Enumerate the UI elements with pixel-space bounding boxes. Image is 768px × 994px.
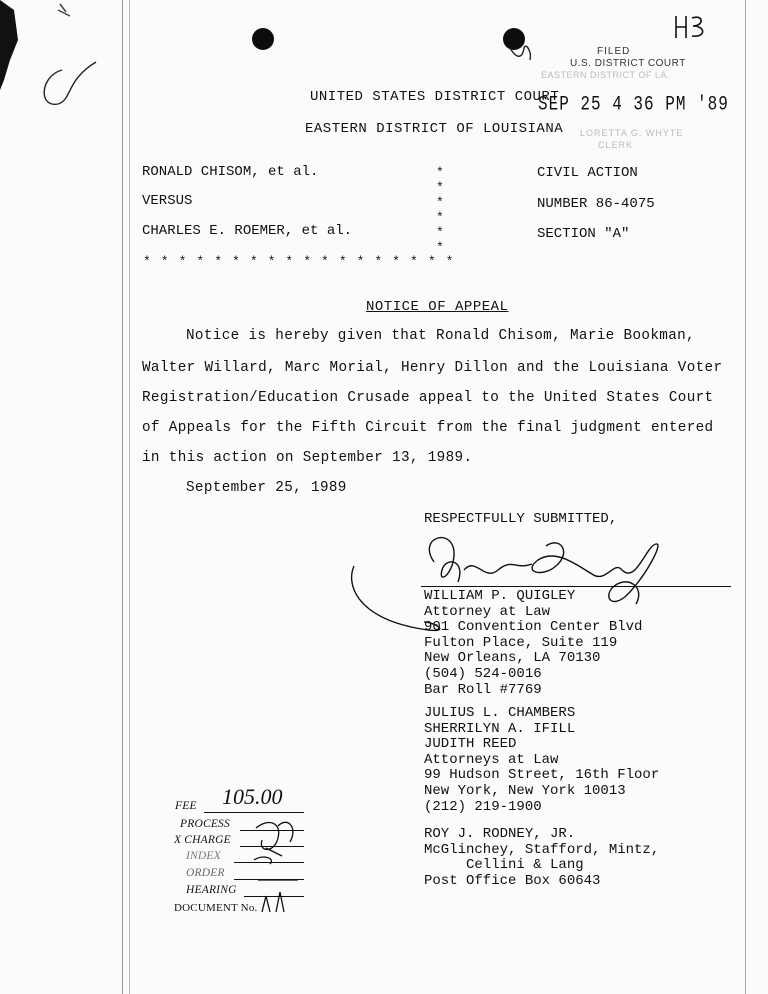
clerk-charge-label: X CHARGE (174, 834, 231, 846)
attorney-block-2 (424, 706, 659, 815)
attorney-address: Post Office Box 60643 (424, 872, 601, 889)
clerk-processing-block (172, 784, 322, 930)
body-line: Registration/Education Crusade appeal to the United States Court (142, 390, 714, 406)
stamp-district: EASTERN DISTRICT OF LA. (541, 70, 670, 80)
attorney-name: SHERRILYN A. IFILL (424, 720, 576, 737)
document-date: September 25, 1989 (186, 480, 347, 496)
attorney-name: JULIUS L. CHAMBERS (424, 705, 576, 721)
body-line: of Appeals for the Fifth Circuit from the final judgment entered (142, 420, 714, 436)
signature-line (421, 586, 731, 587)
attorney-address: 901 Convention Center Blvd (424, 619, 643, 636)
caption-star-row: * * * * * * * * * * * * * * * * * * (143, 254, 455, 269)
clerk-fee-label: FEE (175, 800, 197, 812)
document-title: NOTICE OF APPEAL (366, 299, 509, 315)
caption-plaintiff: RONALD CHISOM, et al. (142, 164, 319, 180)
handwritten-initials (672, 12, 712, 42)
stamp-date-time: SEP 25 4 36 PM '89 (538, 93, 729, 116)
attorney-name: ROY J. RODNEY, JR. (424, 826, 576, 842)
clerk-document-no-label: DOCUMENT No. (174, 902, 258, 914)
clerk-order-label: ORDER (186, 867, 225, 879)
body-line: Walter Willard, Marc Morial, Henry Dillon and the Louisiana Voter (142, 360, 723, 376)
attorney-firm: McGlinchey, Stafford, Mintz, (424, 841, 660, 858)
attorney-block-1 (424, 589, 642, 698)
attorney-address: 99 Hudson Street, 16th Floor (424, 767, 660, 784)
attorney-bar-roll: Bar Roll #7769 (424, 681, 542, 698)
stamp-filed-label: FILED (597, 46, 631, 57)
court-district: EASTERN DISTRICT OF LOUISIANA (305, 121, 564, 137)
caption-star: * (436, 165, 444, 180)
closing-salutation: RESPECTFULLY SUBMITTED, (424, 511, 618, 527)
attorney-title: Attorneys at Law (424, 751, 559, 768)
handwritten-fee-amount: 105.00 (222, 784, 283, 809)
attorney-name: JUDITH REED (424, 736, 517, 753)
handwritten-check-mark (508, 40, 538, 64)
stamp-court-name: U.S. DISTRICT COURT (570, 58, 686, 69)
caption-star: * (436, 240, 444, 255)
attorney-phone: (504) 524-0016 (424, 665, 542, 682)
caption-section: SECTION "A" (537, 226, 630, 242)
caption-case-type: CIVIL ACTION (537, 165, 638, 181)
right-margin-line (745, 0, 746, 994)
attorney-block-3 (424, 827, 659, 889)
body-line: Notice is hereby given that Ronald Chisom, Marie Bookman, (186, 328, 695, 344)
caption-case-number: NUMBER 86-4075 (537, 196, 655, 212)
body-line: in this action on September 13, 1989. (142, 450, 473, 466)
caption-star: * (436, 210, 444, 225)
scan-artifact-mark (0, 0, 110, 120)
court-name: UNITED STATES DISTRICT COURT (310, 89, 560, 105)
clerk-index-label: INDEX (186, 850, 221, 862)
handwritten-clerk-marks (248, 808, 308, 928)
punch-hole-left (252, 28, 274, 50)
clerk-hearing-label: HEARING (186, 884, 237, 896)
stamp-clerk-title: CLERK (598, 140, 634, 150)
attorney-name: WILLIAM P. QUIGLEY (424, 588, 576, 604)
attorney-phone: (212) 219-1900 (424, 798, 542, 815)
attorney-firm: Cellini & Lang (466, 857, 584, 874)
left-margin-line (122, 0, 123, 994)
caption-star: * (436, 225, 444, 240)
caption-star: * (436, 195, 444, 210)
attorney-address: Fulton Place, Suite 119 (424, 634, 618, 651)
stamp-clerk-name: LORETTA G. WHYTE (580, 128, 684, 138)
attorney-address: New Orleans, LA 70130 (424, 650, 601, 667)
caption-versus: VERSUS (142, 193, 193, 209)
clerk-process-label: PROCESS (180, 818, 230, 830)
attorney-title: Attorney at Law (424, 603, 551, 620)
left-margin-line-2 (129, 0, 130, 994)
caption-star: * (436, 180, 444, 195)
attorney-address: New York, New York 10013 (424, 782, 626, 799)
caption-defendant: CHARLES E. ROEMER, et al. (142, 223, 353, 239)
